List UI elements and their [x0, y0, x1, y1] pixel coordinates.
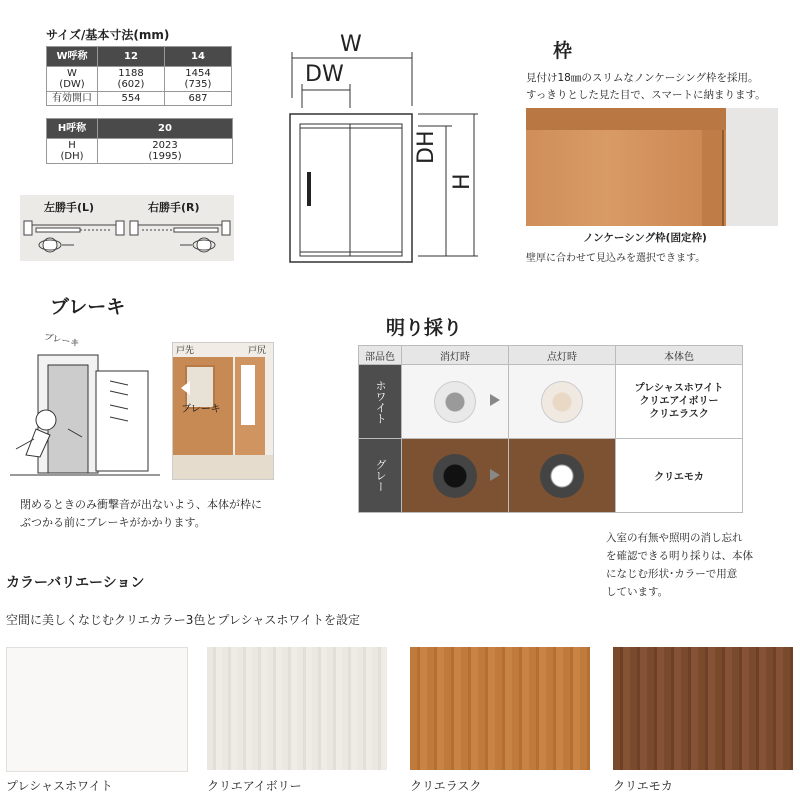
- h-value: 2023: [152, 140, 178, 151]
- light-window-table: [358, 345, 743, 513]
- dh-label: (DH): [60, 151, 84, 162]
- h-header-20: 20: [98, 119, 233, 139]
- handing-diagram: [20, 195, 234, 261]
- brake-sketch-label: ブレーキ: [43, 332, 80, 350]
- light-window-desc-1: 入室の有無や照明の消し忘れ: [606, 532, 743, 544]
- swatch-label-precious-white: プレシャスホワイト: [6, 779, 113, 793]
- h-label: H: [68, 140, 76, 151]
- h-header-label: H呼称: [47, 119, 98, 139]
- light-window-title: 明り採り: [386, 317, 463, 339]
- frame-photo: [526, 108, 778, 226]
- frame-caption: ノンケーシング枠(固定枠): [583, 232, 707, 244]
- light-window-desc-4: しています。: [606, 586, 669, 598]
- white-row-label: ホワイト: [359, 365, 402, 439]
- swatch-crie-mocha[interactable]: [613, 647, 793, 770]
- frame-title: 枠: [553, 40, 573, 62]
- handing-plan-svg: [20, 195, 234, 261]
- opening12-value: 554: [98, 92, 165, 106]
- w14-value: 1454: [185, 68, 211, 79]
- dh-value: (1995): [148, 151, 182, 162]
- swatch-label-crie-ivory: クリエアイボリー: [207, 779, 302, 793]
- w-dimension-label: W: [340, 32, 362, 57]
- brake-sketch: [10, 325, 170, 485]
- gray-row-label: グレー: [359, 439, 402, 513]
- brake-photo-label: ブレーキ: [181, 404, 221, 415]
- w-header-12: 12: [98, 47, 165, 67]
- dw12-value: (602): [117, 79, 145, 90]
- dh-dimension-label: DH: [414, 130, 439, 164]
- white-body-color-1: プレシャスホワイト: [634, 383, 724, 394]
- swatch-label-crie-mocha: クリエモカ: [613, 779, 673, 793]
- table-row: [359, 439, 743, 513]
- gray-body-color-1: クリエモカ: [616, 439, 743, 513]
- arrow-right-icon: [490, 394, 500, 406]
- color-variation-desc: 空間に美しくなじむクリエカラー3色とプレシャスホワイトを設定: [6, 613, 361, 627]
- color-variation-title: カラーバリエーション: [6, 575, 145, 591]
- swatch-label-crie-rusk: クリエラスク: [410, 779, 482, 793]
- right-hand-label: 右勝手(R): [148, 201, 200, 214]
- gray-on-cell: [509, 439, 616, 513]
- light-window-white-on: [541, 381, 583, 423]
- w-label: W: [67, 68, 77, 79]
- light-window-desc-2: を確認できる明り採りは、本体: [606, 550, 753, 562]
- white-on-cell: [509, 365, 616, 439]
- dw14-value: (735): [184, 79, 212, 90]
- w12-value: 1188: [118, 68, 144, 79]
- swatch-crie-ivory[interactable]: [207, 647, 387, 770]
- opening-label: 有効開口: [47, 92, 98, 106]
- white-body-color-3: クリエラスク: [649, 409, 709, 420]
- swatch-crie-rusk[interactable]: [410, 647, 590, 770]
- w-spec-table: [46, 46, 232, 106]
- light-window-white-off: [434, 381, 476, 423]
- col-on: 点灯時: [509, 346, 616, 365]
- h-spec-table: [46, 118, 233, 164]
- frame-desc-2: すっきりとした見た目で、スマートに納まります。: [526, 89, 766, 101]
- table-row: [359, 365, 743, 439]
- table-row: [47, 67, 232, 92]
- col-off: 消灯時: [402, 346, 509, 365]
- white-body-color-2: クリエアイボリー: [639, 396, 719, 407]
- col-part-color: 部品色: [359, 346, 402, 365]
- table-row: [47, 92, 232, 106]
- arrow-right-icon: [490, 469, 500, 481]
- dw-dimension-label: DW: [305, 62, 344, 87]
- swatch-precious-white[interactable]: [6, 647, 188, 772]
- opening14-value: 687: [165, 92, 232, 106]
- brake-desc-2: ぶつかる前にブレーキがかかります。: [20, 516, 206, 529]
- frame-desc-1: 見付け18㎜のスリムなノンケーシング枠を採用。: [526, 72, 759, 84]
- brake-title: ブレーキ: [50, 296, 126, 318]
- light-window-gray-on: [540, 454, 584, 498]
- col-body-color: 本体色: [616, 346, 743, 365]
- brake-photo-left-label: 戸先: [176, 346, 195, 356]
- h-dimension-label: H: [450, 173, 475, 190]
- spec-title: サイズ/基本寸法(mm): [46, 28, 170, 42]
- w-header-14: 14: [165, 47, 232, 67]
- table-row: [47, 139, 233, 164]
- light-window-gray-off: [433, 454, 477, 498]
- light-window-desc-3: になじむ形状･カラーで用意: [606, 568, 738, 580]
- w-header-label: W呼称: [47, 47, 98, 67]
- left-hand-label: 左勝手(L): [44, 201, 95, 214]
- dw-label: (DW): [59, 79, 85, 90]
- white-body-colors-cell: [616, 365, 743, 439]
- brake-photo-right-label: 戸尻: [248, 346, 267, 356]
- brake-desc-1: 閉めるときのみ衝撃音が出ないよう、本体が枠に: [20, 498, 262, 511]
- frame-note: 壁厚に合わせて見込みを選択できます。: [526, 253, 706, 264]
